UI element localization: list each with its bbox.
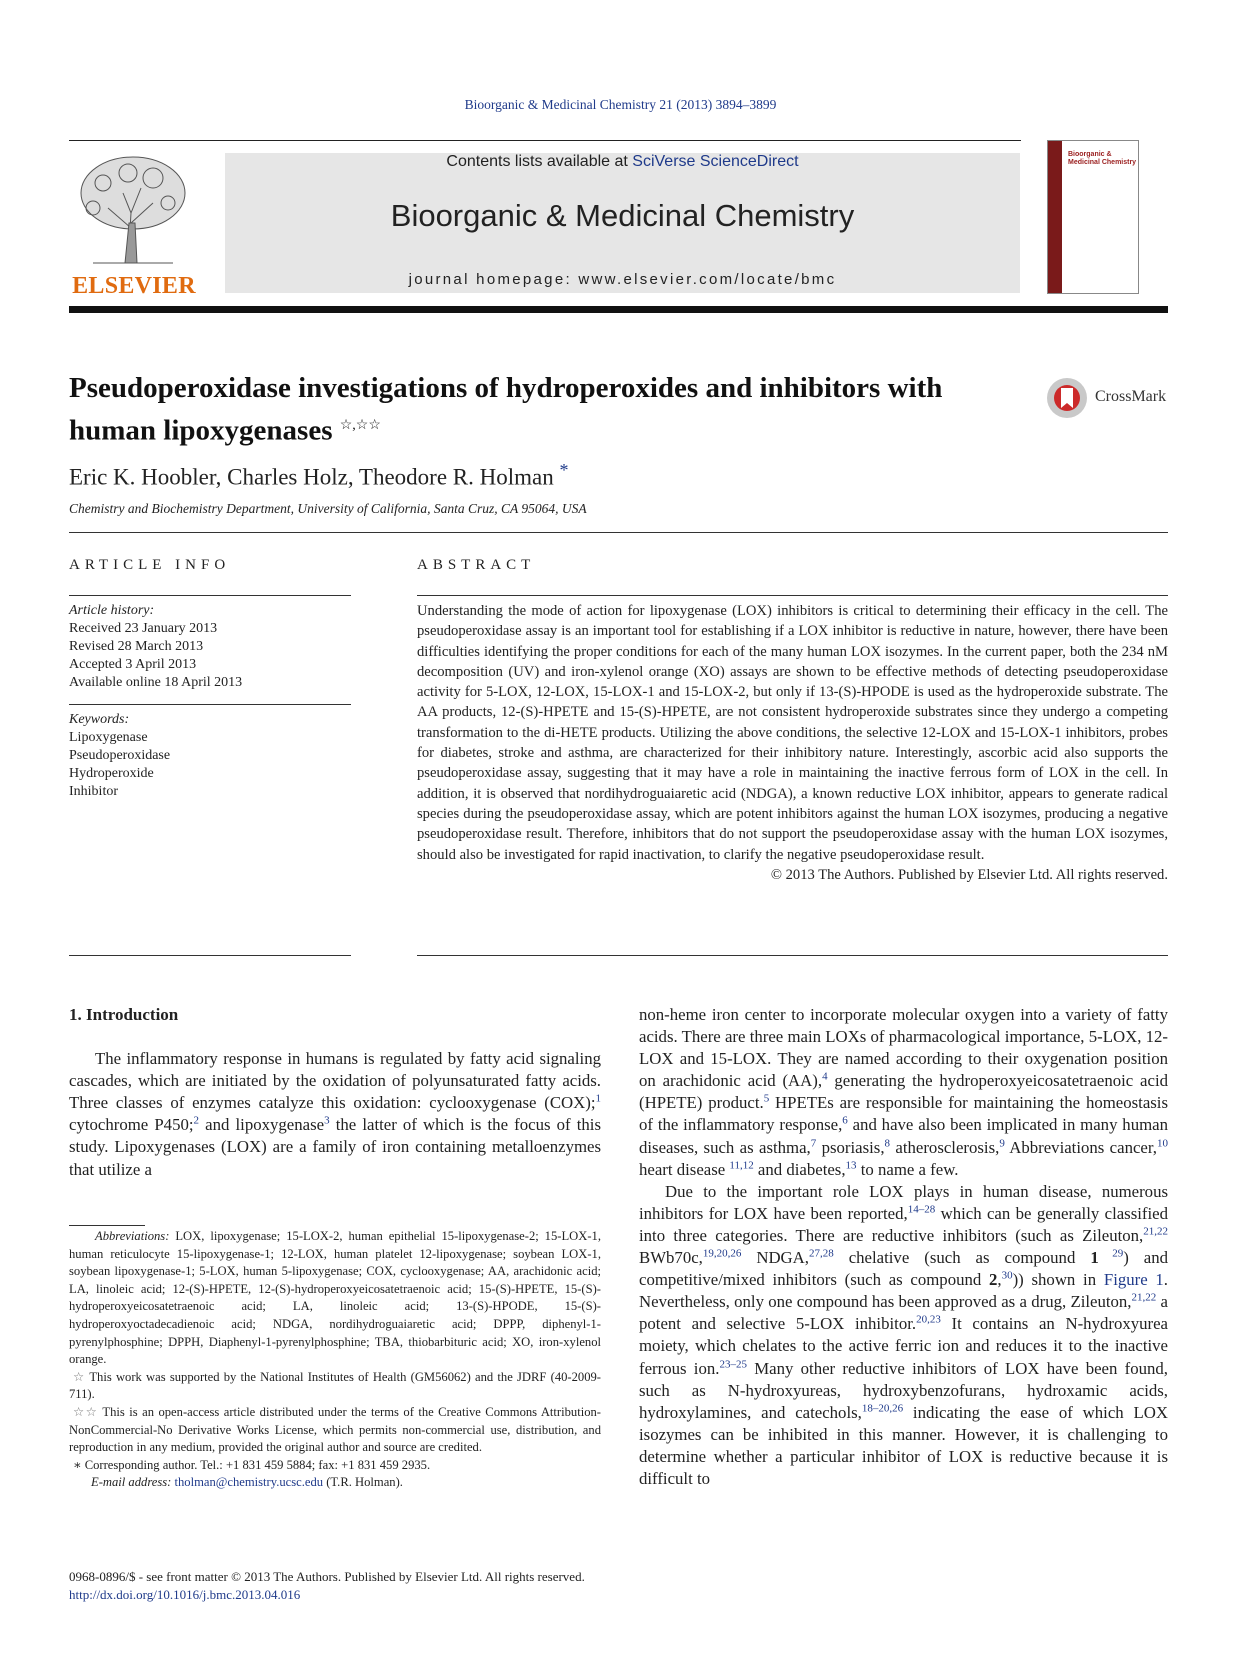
keywords: Keywords: Lipoxygenase Pseudoperoxidase Hydroperoxide Inhibitor	[69, 711, 351, 801]
title-footnote-marks: ☆,☆☆	[339, 418, 381, 433]
keyword: Lipoxygenase	[69, 730, 148, 745]
abstract	[417, 595, 1168, 885]
keyword: Pseudoperoxidase	[69, 748, 171, 763]
doi-link[interactable]: http://dx.doi.org/10.1016/j.bmc.2013.04.016	[69, 1586, 301, 1602]
ref-link[interactable]: 1	[595, 1092, 601, 1105]
keyword: Hydroperoxide	[69, 766, 154, 781]
journal-citation[interactable]: Bioorganic & Medicinal Chemistry 21 (2013) 3894–3899	[464, 97, 777, 112]
article-info	[69, 595, 351, 813]
history-received: Received 23 January 2013	[69, 621, 218, 636]
ref-link[interactable]: 30	[1001, 1269, 1013, 1282]
history-accepted: Accepted 3 April 2013	[69, 657, 197, 672]
abbreviations-footnote: Abbreviations: LOX, lipoxygenase; 15-LOX-2, human epithelial 15-lipoxygenase-2; 15-LOX-1, human reticulocyte 15-lipoxygenase-1; 12-LOX, human platelet 12-lipoxygenase; soybean LOX-1, soybean lipoxygenase-1; 5-LOX, human 5-lipoxygenase; COX, cyclooxygenase; AA, arachidonic acid; LA, linoleic acid; 12-(S)-HPETE, 12-(S)-hydroperoxyeicosatetraenoic acid; 15-(S)-HPETE, 15-(S)-hydroperoxyeicosatetraenoic acid; LA, linoleic acid; 13-(S)-HPODE, 15-(S)-hydroperoxyoctadecadienoic acid; NDGA, nordihydroguaiaretic acid; DPPP, diphenyl-1-pyrenylphosphine; DPPH, Diaphenyl-1-pyrenylphosphine; TBA, thiobarbituric acid; XO, iron-xylenol orange.	[69, 1229, 601, 1367]
keyword: Inhibitor	[69, 784, 118, 799]
ref-link[interactable]: 21,22	[1143, 1225, 1168, 1238]
ref-link[interactable]: 6	[842, 1114, 848, 1127]
journal-title: Bioorganic & Medicinal Chemistry	[390, 198, 855, 233]
header-thick-rule	[69, 306, 1168, 313]
ref-link[interactable]: 20,23	[916, 1313, 941, 1326]
ref-link[interactable]: 29	[1098, 1247, 1124, 1260]
funding-footnote: ☆ This work was supported by the National Institutes of Health (GM56062) and the JDRF (40-2009-711).	[69, 1369, 601, 1402]
journal-cover-thumbnail: Bioorganic & Medicinal Chemistry	[1047, 140, 1139, 294]
ref-link[interactable]: 10	[1156, 1136, 1168, 1149]
intro-paragraph-2: non-heme iron center to incorporate molecular oxygen into a variety of fatty acids. There are three main LOXs of pharmacological importance, 5-LOX, 12-LOX and 15-LOX. They are named according to their oxygenation position on arachidonic acid (AA),$^4$ generating the hydroperoxyeicosatetraenoic acid (HPETE) product.$^5$ HPETEs are responsible for maintaining the homeostasis of the inflammatory response,$^6$ and have also been implicated in many human diseases, such as asthma,$^7$ psoriasis,$^8$ atherosclerosis,$^9$ Abbreviations cancer,$^{10}$ heart disease $^{11,12}$ and diabetes,$^{13}$ to name a few.	[639, 1005, 1168, 1179]
intro-paragraph-1: The inflammatory response in humans is regulated by fatty acid signaling cascades, which are initiated by the oxidation of polyunsaturated fatty acids. Three classes of enzymes catalyze this oxidation: cyclooxygenase (COX);$^1$ cytochrome P450;$^2$ and lipoxygenase$^3$ the latter of which is the focus of this study. Lipoxygenases (LOX) are a family of iron containing metalloenzymes that utilize a	[69, 1049, 601, 1179]
corresponding-author-footnote: ∗ Corresponding author. Tel.: +1 831 459 5884; fax: +1 831 459 2935.	[73, 1457, 431, 1472]
article-history: Article history: Received 23 January 2013 Revised 28 March 2013 Accepted 3 April 2013 Available online 18 April 2013	[69, 602, 351, 692]
crossmark-label: CrossMark	[1095, 388, 1167, 405]
ref-link[interactable]: 19,20,26	[702, 1247, 742, 1260]
email-link[interactable]: tholman@chemistry.ucsc.edu	[174, 1475, 324, 1490]
elsevier-logo	[69, 153, 199, 299]
footnotes	[69, 1228, 601, 1492]
affiliation-rule	[69, 532, 1168, 533]
ref-link[interactable]: 13	[845, 1159, 857, 1172]
affiliation: Chemistry and Biochemistry Department, University of California, Santa Cruz, CA 95064, USA	[69, 501, 587, 516]
ref-link[interactable]: 5	[763, 1092, 770, 1105]
email-footnote: E-mail address: tholman@chemistry.ucsc.edu (T.R. Holman).	[91, 1475, 403, 1490]
ref-link[interactable]: 18–20,26	[861, 1402, 904, 1415]
intro-paragraph-3: Due to the important role LOX plays in human disease, numerous inhibitors for LOX have been reported,$^{14-28}$ which can be generally classified into three categories. There are reductive inhibitors (such as Zileuton,$^{21,22}$ BWb70c,$^{19,20,26}$ NDGA,$^{27,28}$ chelative (such as compound 1 $^{29}$) and competitive/mixed inhibitors (such as compound 2,30)) shown in Figure 1. Nevertheless, only one compound has been approved as a drug, Zileuton,$^{21,22}$ a potent and selective 5-LOX inhibitor.$^{20,23}$ It contains an N-hydroxyurea moiety, which chelates to the active ferric ion and reduces it to the inactive ferrous ion.$^{23-25}$ Many other reductive inhibitors of LOX have been found, such as N-hydroxyureas, hydroxybenzofurans, hydroxamic acids, hydroxylamines, and catechols,$^{18-20,26}$ indicating the ease of which LOX isozymes can be inhibited in this manner. However, it is challenging to determine whether a particular inhibitor of LOX is reductive because it is difficult to	[639, 1181, 1169, 1488]
corresponding-author-mark[interactable]: *	[559, 460, 569, 480]
journal-banner	[225, 153, 1020, 293]
author-list: Eric K. Hoobler, Charles Holz, Theodore R. Holman *	[69, 460, 569, 490]
ref-link[interactable]: 11,12	[729, 1159, 754, 1172]
ref-link[interactable]: 27,28	[809, 1247, 834, 1260]
issn-line: 0968-0896/$ - see front matter © 2013 The Authors. Published by Elsevier Ltd. All rights reserved.	[69, 1569, 585, 1584]
ref-link[interactable]: 3	[324, 1114, 330, 1127]
history-online: Available online 18 April 2013	[69, 675, 243, 690]
sciencedirect-link[interactable]: SciVerse ScienceDirect	[632, 153, 799, 170]
body-right-column	[639, 1004, 1168, 1490]
license-footnote: ☆☆ This is an open-access article distributed under the terms of the Creative Commons Attribution-NonCommercial-No Derivative Works License, which permits non-commercial use, distribution, and reproduction in any medium, provided the original author and source are credited.	[69, 1404, 601, 1455]
elsevier-wordmark: ELSEVIER	[72, 273, 196, 299]
abstract-heading: ABSTRACT	[417, 557, 536, 573]
info-bottom-rule	[69, 955, 351, 956]
section-heading-introduction: 1. Introduction	[69, 1005, 179, 1024]
ref-link[interactable]: 9	[999, 1136, 1005, 1149]
crossmark-badge[interactable]	[1047, 378, 1177, 422]
ref-link[interactable]: 21,22	[1131, 1291, 1157, 1304]
article-title: Pseudoperoxidase investigations of hydroperoxides and inhibitors with human lipoxygenases ☆,☆☆	[69, 372, 943, 447]
ref-link[interactable]: 4	[822, 1070, 828, 1083]
ref-link[interactable]: 14–28	[907, 1203, 936, 1216]
abstract-bottom-rule	[417, 955, 1168, 956]
front-matter-footer	[69, 1568, 585, 1603]
ref-link[interactable]: 23–25	[719, 1357, 747, 1370]
article-info-heading: ARTICLE INFO	[69, 557, 231, 573]
ref-link[interactable]: 8	[884, 1136, 891, 1149]
contents-line: Contents lists available at SciVerse ScienceDirect	[446, 153, 799, 170]
journal-homepage[interactable]: journal homepage: www.elsevier.com/locate/bmc	[408, 271, 837, 288]
history-revised: Revised 28 March 2013	[69, 639, 204, 654]
ref-link[interactable]: 2	[193, 1114, 200, 1127]
header-rule	[69, 140, 1021, 141]
ref-link[interactable]: 7	[810, 1136, 817, 1149]
abstract-text: Understanding the mode of action for lipoxygenase (LOX) inhibitors is critical to determining their efficacy in the cell. The pseudoperoxidase assay is an important tool for establishing if a LOX inhibitor is reductive in nature, however, there have been difficulties identifying the proper conditions for each of the many human LOX isozymes. In the current paper, both the 234 nM decomposition (UV) and iron-xylenol orange (XO) assays are shown to be effective methods of detecting pseudoperoxidase activity for 5-LOX, 12-LOX, 15-LOX-1 and 15-LOX-2, but only if 13-(S)-HPODE is used as the hydroperoxide substrate. The AA products, 12-(S)-HPETE and 15-(S)-HPETE, are not consistent hydroperoxide substrates since they undergo a competing transformation to the di-HETE products. Utilizing the above conditions, the selective 12-LOX and 15-LOX-1 inhibitors, probes for diabetes, stroke and asthma, are characterized for their inhibitory nature. Interestingly, ascorbic acid also supports the pseudoperoxidase assay, suggesting that it may have a role in maintaining the inactive ferrous form of LOX in the cell. In addition, it is observed that nordihydroguaiaretic acid (NDGA), a known reductive LOX inhibitor, appears to generate radical species during the pseudoperoxidase assay, which are potent inhibitors against the human LOX isozymes, producing a negative pseudoperoxidase result. Therefore, inhibitors that do not support the pseudoperoxidase assay with the human LOX isozymes, should also be investigated for rapid inactivation, to clarify the negative pseudoperoxidase result.	[417, 603, 1168, 863]
abstract-copyright: © 2013 The Authors. Published by Elsevier Ltd. All rights reserved.	[770, 866, 1168, 883]
elsevier-tree-icon	[73, 153, 193, 271]
body-left-column	[69, 1004, 601, 1181]
footnote-rule	[69, 1225, 145, 1226]
figure-link[interactable]: Figure 1	[1103, 1270, 1164, 1290]
